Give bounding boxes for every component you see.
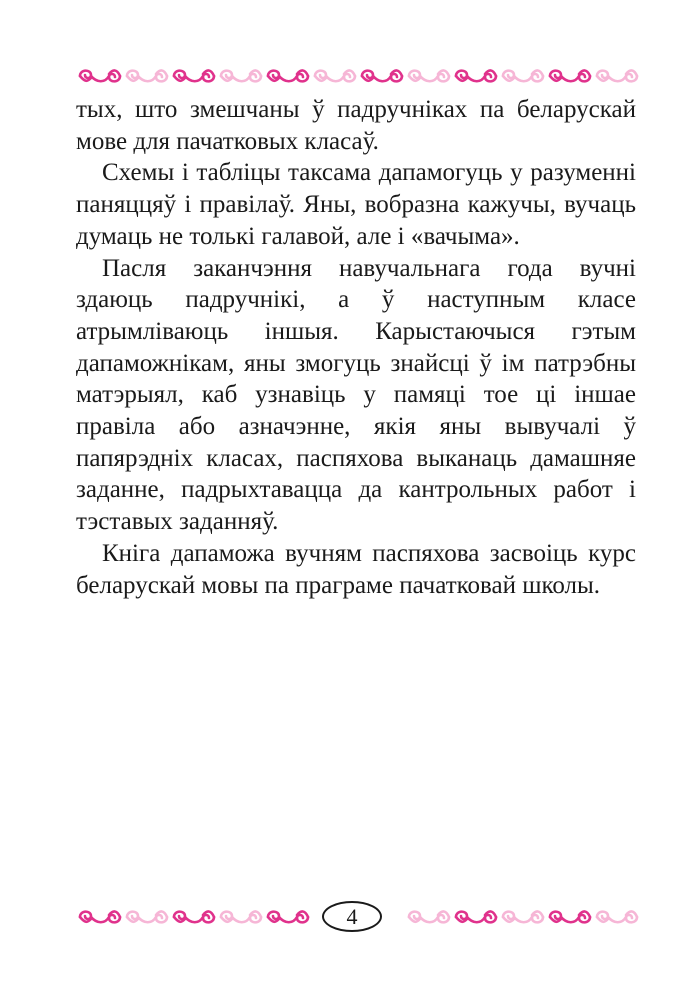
ornament-motif: [221, 70, 261, 81]
ornament-motif: [550, 70, 590, 81]
paragraph-continuation: тых, што змешчаны ў падручніках па беларускай мове для пачатковых класаў.: [76, 96, 636, 155]
ornament-motif: [80, 911, 120, 922]
ornament-motif: [409, 911, 449, 922]
ornament-motif: [597, 911, 637, 922]
ornament-motif: [268, 70, 308, 81]
page-number: [322, 901, 382, 932]
ornament-motif: [315, 70, 355, 81]
ornament-motif: [550, 911, 590, 922]
ornament-motif: [409, 70, 449, 81]
ornament-motif: [456, 911, 496, 922]
ornament-motif: [503, 70, 543, 81]
ornament-motif: [80, 70, 120, 81]
ornament-motif: [174, 70, 214, 81]
top-ornament-border: [76, 66, 640, 86]
ornament-motif: [268, 911, 308, 922]
ornament-motif: [597, 70, 637, 81]
page-number-text: 4: [346, 903, 358, 929]
paragraph-book-helps: Кніга дапаможа вучням паспяхова засвоіць курс беларускай мовы па праграме пачатковай школы.: [76, 539, 636, 599]
top-ornament-pattern: [76, 66, 640, 86]
paragraph-after-year: Пасля заканчэння навучальнага года вучні здаюць падручнікі, а ў наступным класе атрымліваюць іншыя. Карыстаючыся гэтым дапаможнікам, яны змогуць знайсці ў ім патрэбны матэрыял, каб узнавіць у памяці тое ці іншае правіла або азначэнне, якія яны вывучалі ў папярэдніх класах, паспяхова выканаць дамашняе заданне, падрыхтавацца да кантрольных работ і тэставых заданняў.: [76, 254, 636, 536]
ornament-motif: [456, 70, 496, 81]
ornament-motif: [221, 911, 261, 922]
paragraph-schemes: Схемы і табліцы таксама дапамогуць у разуменні паняццяў і правілаў. Яны, вобразна кажучы, вучаць думаць не толькі галавой, але і «вачыма».: [76, 159, 636, 250]
ornament-motif: [174, 911, 214, 922]
ornament-motif: [127, 70, 167, 81]
ornament-motif: [127, 911, 167, 922]
ornament-motif: [362, 70, 402, 81]
page-text: [76, 94, 636, 601]
ornament-motif: [503, 911, 543, 922]
